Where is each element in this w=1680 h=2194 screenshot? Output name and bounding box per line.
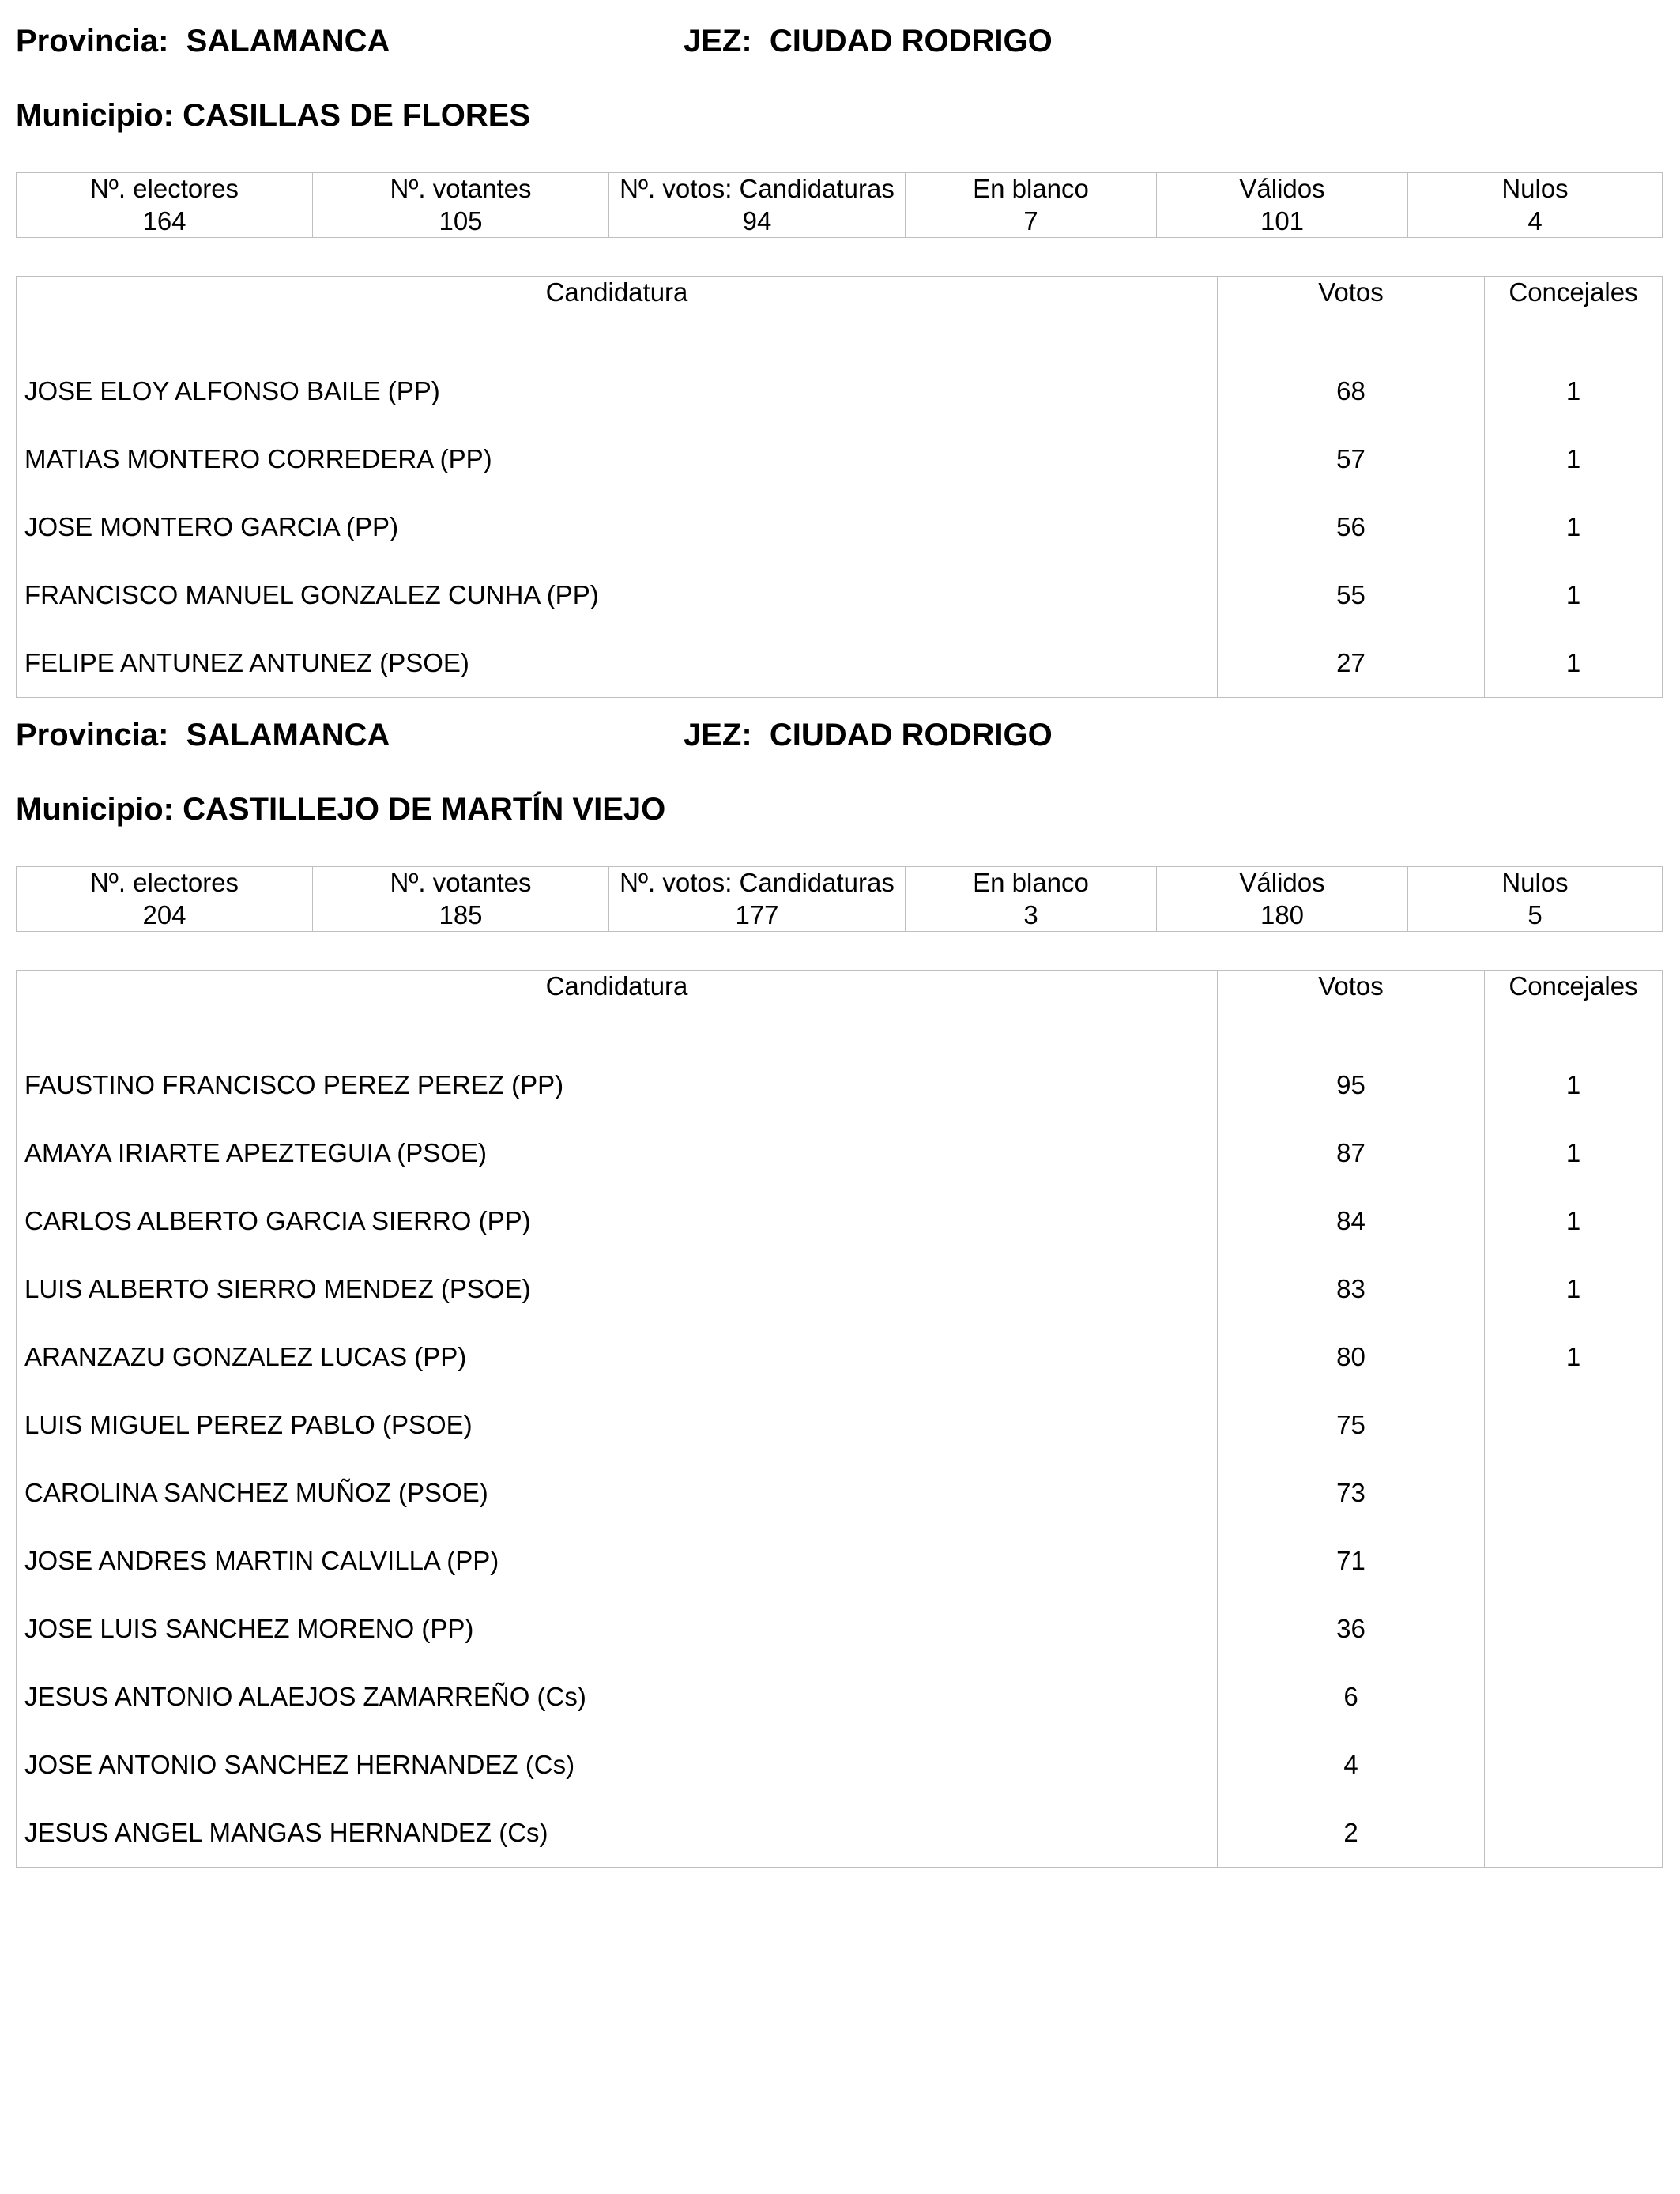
- candidate-name: AMAYA IRIARTE APEZTEGUIA (PSOE): [17, 1119, 1218, 1187]
- municipio-label: Municipio:: [16, 792, 174, 827]
- municipio-value: CASILLAS DE FLORES: [183, 98, 531, 133]
- col-header-votos: Votos: [1218, 277, 1485, 341]
- summary-table: [16, 172, 1663, 238]
- summary-header: Nº. electores: [17, 173, 313, 205]
- candidate-concejales: [1485, 1595, 1663, 1663]
- candidate-name: JOSE ANTONIO SANCHEZ HERNANDEZ (Cs): [17, 1731, 1218, 1799]
- table-row: [17, 493, 1663, 561]
- candidate-votes: 56: [1218, 493, 1485, 561]
- candidate-concejales: 1: [1485, 1323, 1663, 1391]
- table-row: [17, 425, 1663, 493]
- candidate-name: JESUS ANTONIO ALAEJOS ZAMARREÑO (Cs): [17, 1663, 1218, 1731]
- candidate-concejales: [1485, 1459, 1663, 1527]
- candidate-name: CAROLINA SANCHEZ MUÑOZ (PSOE): [17, 1459, 1218, 1527]
- summary-header-row: [17, 173, 1663, 205]
- table-row: [17, 1187, 1663, 1255]
- candidate-name: LUIS ALBERTO SIERRO MENDEZ (PSOE): [17, 1255, 1218, 1323]
- jez-value: CIUDAD RODRIGO: [769, 718, 1053, 752]
- summary-header-row: [17, 867, 1663, 899]
- candidate-name: FAUSTINO FRANCISCO PEREZ PEREZ (PP): [17, 1035, 1218, 1120]
- header-row: [16, 24, 1663, 71]
- jez-label: JEZ:: [684, 24, 752, 58]
- table-row: [17, 1119, 1663, 1187]
- summary-value-row: [17, 205, 1663, 238]
- provincia: [16, 718, 390, 753]
- table-row: [17, 1323, 1663, 1391]
- candidate-votes: 4: [1218, 1731, 1485, 1799]
- summary-value: 177: [609, 899, 906, 932]
- candidate-concejales: [1485, 1799, 1663, 1868]
- candidate-name: JOSE ELOY ALFONSO BAILE (PP): [17, 341, 1218, 426]
- candidate-concejales: [1485, 1663, 1663, 1731]
- summary-value-row: [17, 899, 1663, 932]
- table-row: [17, 1527, 1663, 1595]
- summary-header: Nº. electores: [17, 867, 313, 899]
- candidate-votes: 75: [1218, 1391, 1485, 1459]
- table-row: [17, 1731, 1663, 1799]
- municipio-section: [16, 24, 1663, 698]
- candidate-name: CARLOS ALBERTO GARCIA SIERRO (PP): [17, 1187, 1218, 1255]
- summary-value: 4: [1408, 205, 1663, 238]
- candidate-votes: 73: [1218, 1459, 1485, 1527]
- municipio-section: [16, 718, 1663, 1868]
- candidate-concejales: [1485, 1527, 1663, 1595]
- jez-value: CIUDAD RODRIGO: [769, 24, 1053, 58]
- municipio: [16, 792, 1663, 839]
- candidate-concejales: 1: [1485, 1255, 1663, 1323]
- col-header-candidatura: Candidatura: [17, 277, 1218, 341]
- candidate-concejales: [1485, 1731, 1663, 1799]
- table-row: [17, 1035, 1663, 1120]
- provincia-value: SALAMANCA: [186, 24, 390, 58]
- candidate-votes: 95: [1218, 1035, 1485, 1120]
- summary-value: 185: [313, 899, 609, 932]
- summary-header: Nº. votos: Candidaturas: [609, 867, 906, 899]
- summary-header: Válidos: [1157, 173, 1408, 205]
- summary-value: 164: [17, 205, 313, 238]
- table-row: [17, 1663, 1663, 1731]
- candidate-votes: 36: [1218, 1595, 1485, 1663]
- candidate-votes: 55: [1218, 561, 1485, 629]
- summary-value: 105: [313, 205, 609, 238]
- municipio-value: CASTILLEJO DE MARTÍN VIEJO: [183, 792, 666, 827]
- col-header-votos: Votos: [1218, 971, 1485, 1035]
- candidate-concejales: 1: [1485, 561, 1663, 629]
- table-row: [17, 1255, 1663, 1323]
- candidate-votes: 87: [1218, 1119, 1485, 1187]
- summary-header: Nº. votos: Candidaturas: [609, 173, 906, 205]
- candidate-concejales: 1: [1485, 493, 1663, 561]
- candidate-name: JOSE MONTERO GARCIA (PP): [17, 493, 1218, 561]
- candidates-header-row: [17, 971, 1663, 1035]
- col-header-concejales: Concejales: [1485, 971, 1663, 1035]
- candidate-name: FELIPE ANTUNEZ ANTUNEZ (PSOE): [17, 629, 1218, 698]
- table-row: [17, 1799, 1663, 1868]
- provincia-label: Provincia:: [16, 718, 169, 752]
- summary-header: Nulos: [1408, 173, 1663, 205]
- summary-header: En blanco: [906, 867, 1157, 899]
- summary-value: 5: [1408, 899, 1663, 932]
- candidate-concejales: 1: [1485, 629, 1663, 698]
- candidate-name: ARANZAZU GONZALEZ LUCAS (PP): [17, 1323, 1218, 1391]
- candidate-votes: 27: [1218, 629, 1485, 698]
- candidate-votes: 71: [1218, 1527, 1485, 1595]
- candidate-concejales: [1485, 1391, 1663, 1459]
- col-header-candidatura: Candidatura: [17, 971, 1218, 1035]
- candidate-concejales: 1: [1485, 1035, 1663, 1120]
- candidate-votes: 6: [1218, 1663, 1485, 1731]
- summary-value: 7: [906, 205, 1157, 238]
- summary-header: En blanco: [906, 173, 1157, 205]
- summary-value: 3: [906, 899, 1157, 932]
- jez: [684, 24, 1053, 59]
- provincia: [16, 24, 390, 59]
- jez-label: JEZ:: [684, 718, 752, 752]
- summary-header: Nº. votantes: [313, 867, 609, 899]
- summary-value: 101: [1157, 205, 1408, 238]
- table-row: [17, 341, 1663, 426]
- table-row: [17, 1595, 1663, 1663]
- candidates-header-row: [17, 277, 1663, 341]
- col-header-concejales: Concejales: [1485, 277, 1663, 341]
- candidate-name: LUIS MIGUEL PEREZ PABLO (PSOE): [17, 1391, 1218, 1459]
- candidate-concejales: 1: [1485, 341, 1663, 426]
- summary-value: 94: [609, 205, 906, 238]
- candidate-concejales: 1: [1485, 1119, 1663, 1187]
- summary-value: 180: [1157, 899, 1408, 932]
- table-row: [17, 561, 1663, 629]
- candidates-table: [16, 276, 1663, 698]
- municipio-label: Municipio:: [16, 98, 174, 133]
- provincia-value: SALAMANCA: [186, 718, 390, 752]
- candidate-name: JOSE LUIS SANCHEZ MORENO (PP): [17, 1595, 1218, 1663]
- candidate-votes: 80: [1218, 1323, 1485, 1391]
- header-row: [16, 718, 1663, 765]
- jez: [684, 718, 1053, 753]
- candidate-name: FRANCISCO MANUEL GONZALEZ CUNHA (PP): [17, 561, 1218, 629]
- candidates-table: [16, 970, 1663, 1868]
- candidate-name: JOSE ANDRES MARTIN CALVILLA (PP): [17, 1527, 1218, 1595]
- summary-header: Válidos: [1157, 867, 1408, 899]
- summary-table: [16, 866, 1663, 932]
- candidate-name: JESUS ANGEL MANGAS HERNANDEZ (Cs): [17, 1799, 1218, 1868]
- table-row: [17, 629, 1663, 698]
- summary-header: Nº. votantes: [313, 173, 609, 205]
- provincia-label: Provincia:: [16, 24, 169, 58]
- candidate-name: MATIAS MONTERO CORREDERA (PP): [17, 425, 1218, 493]
- table-row: [17, 1459, 1663, 1527]
- candidate-concejales: 1: [1485, 1187, 1663, 1255]
- summary-header: Nulos: [1408, 867, 1663, 899]
- candidate-concejales: 1: [1485, 425, 1663, 493]
- candidate-votes: 57: [1218, 425, 1485, 493]
- summary-value: 204: [17, 899, 313, 932]
- candidate-votes: 68: [1218, 341, 1485, 426]
- candidate-votes: 84: [1218, 1187, 1485, 1255]
- candidate-votes: 83: [1218, 1255, 1485, 1323]
- candidate-votes: 2: [1218, 1799, 1485, 1868]
- table-row: [17, 1391, 1663, 1459]
- municipio: [16, 98, 1663, 145]
